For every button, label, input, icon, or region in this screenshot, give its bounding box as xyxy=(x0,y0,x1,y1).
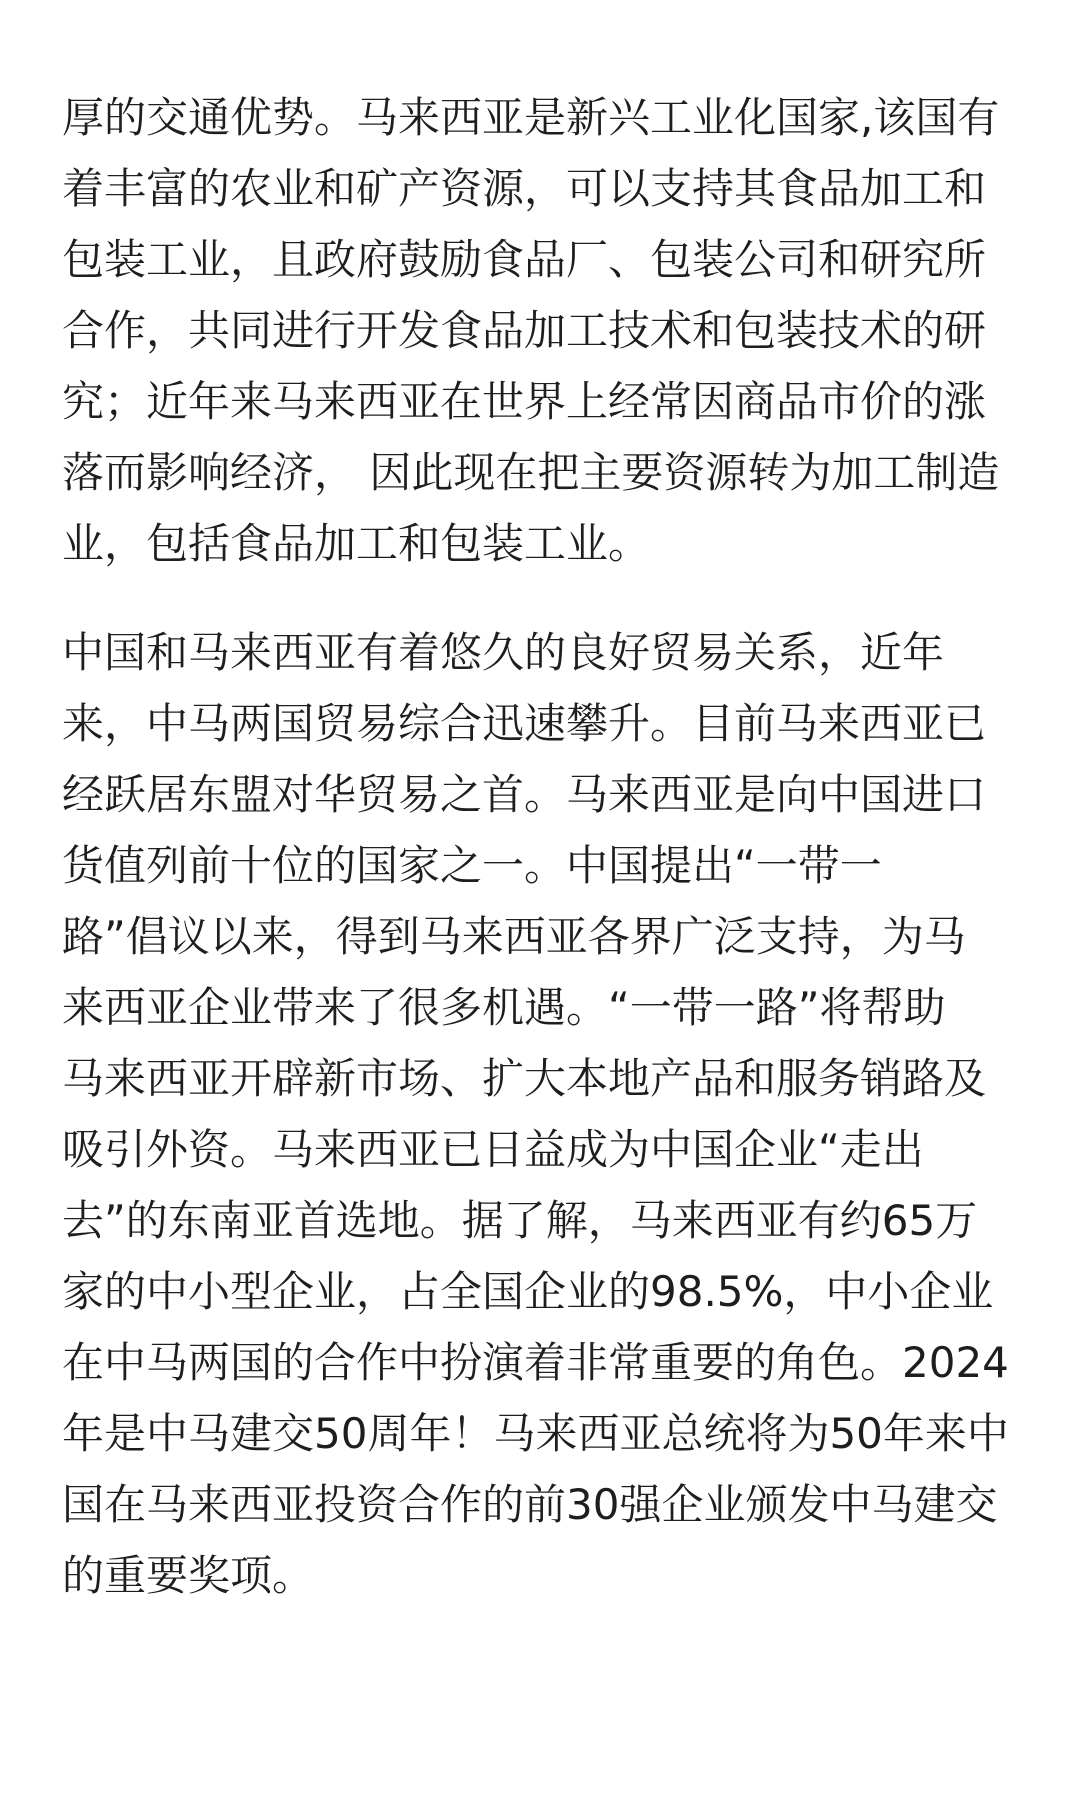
text-line: 业，包括食品加工和包装工业。 xyxy=(62,519,651,568)
text-line: 落而影响经济， 因此现在把主要资源转为加工制造 xyxy=(62,448,1000,497)
text-line: 中国和马来西亚有着悠久的良好贸易关系，近年 xyxy=(62,628,945,677)
text-line: 国在马来西亚投资合作的前30强企业颁发中马建交 xyxy=(62,1480,998,1529)
text-line: 家的中小型企业，占全国企业的98.5%，中小企业 xyxy=(62,1267,994,1316)
text-line: 年是中马建交50周年！马来西亚总统将为50年来中 xyxy=(62,1409,1009,1458)
text-line: 来西亚企业带来了很多机遇。“一带一路”将帮助 xyxy=(62,983,946,1032)
text-line: 的重要奖项。 xyxy=(62,1551,315,1600)
text-line: 究；近年来马来西亚在世界上经常因商品市价的涨 xyxy=(62,377,987,426)
text-line: 来，中马两国贸易综合迅速攀升。目前马来西亚已 xyxy=(62,699,987,748)
text-line: 货值列前十位的国家之一。中国提出“一带一 xyxy=(62,841,882,890)
text-line: 合作，共同进行开发食品加工技术和包装技术的研 xyxy=(62,306,987,355)
text-line: 经跃居东盟对华贸易之首。马来西亚是向中国进口 xyxy=(62,770,987,819)
text-line: 包装工业，且政府鼓励食品厂、包装公司和研究所 xyxy=(62,235,987,284)
text-line: 着丰富的农业和矿产资源，可以支持其食品加工和 xyxy=(62,164,987,213)
text-line: 厚的交通优势。马来西亚是新兴工业化国家,该国有 xyxy=(62,93,1000,142)
text-line: 去”的东南亚首选地。据了解，马来西亚有约65万 xyxy=(62,1196,978,1245)
text-line: 马来西亚开辟新市场、扩大本地产品和服务销路及 xyxy=(62,1054,987,1103)
text-line: 在中马两国的合作中扮演着非常重要的角色。2024 xyxy=(62,1338,1009,1387)
text-line: 吸引外资。马来西亚已日益成为中国企业“走出 xyxy=(62,1125,924,1174)
text-line: 路”倡议以来，得到马来西亚各界广泛支持，为马 xyxy=(62,912,966,961)
